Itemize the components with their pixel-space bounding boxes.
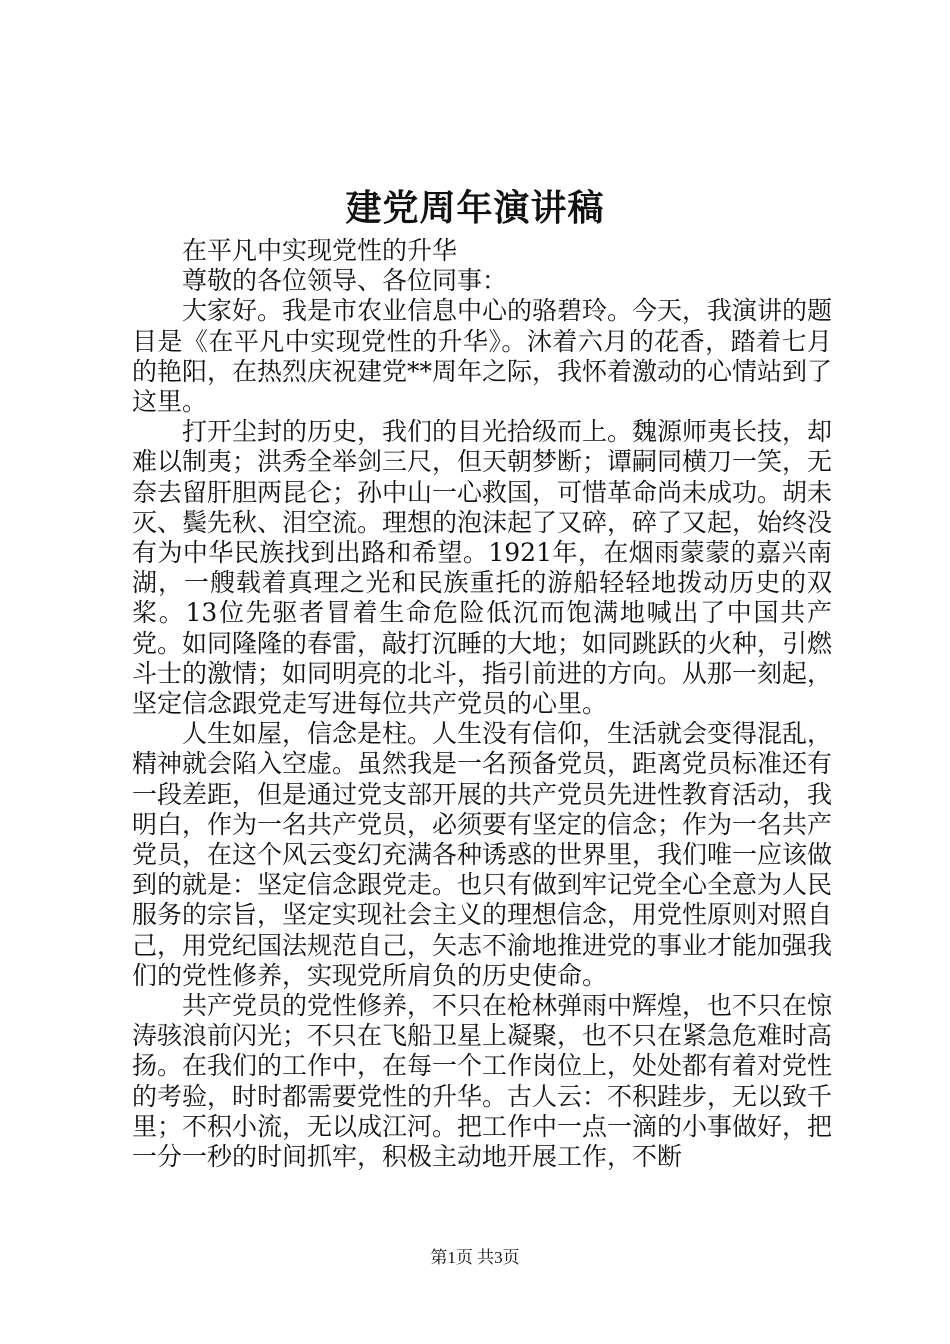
subtitle-paragraph: 在平凡中实现党性的升华 xyxy=(182,236,458,265)
body-paragraph: 打开尘封的历史，我们的目光拾级而上。魏源师夷长技，却难以制夷；洪秀全举剑三尺，但天朝梦断；谭嗣同横刀一笑，无奈去留肝胆两昆仑；孙中山一心救国，可惜革命尚未成功。胡未灭、鬓先秋、泪空流。理想的泡沫起了又碎，碎了又起，始终没有为中华民族找到出路和希望。1921年，在烟雨蒙蒙的嘉兴南湖，一艘载着真理之光和民族重托的游船轻轻地拨动历史的双桨。13位先驱者冒着生命危险低沉而饱满地喊出了中国共产党。如同隆隆的春雷，敲打沉睡的大地；如同跳跃的火种，引燃斗士的激情；如同明亮的北斗，指引前进的方向。从那一刻起，坚定信念跟党走写进每位共产党员的心里。 xyxy=(132,417,833,719)
document-title: 建党周年演讲稿 xyxy=(345,187,605,229)
body-paragraph: 共产党员的党性修养，不只在枪林弹雨中辉煌，也不只在惊涛骇浪前闪光；不只在飞船卫星上凝聚，也不只在紧急危难时高扬。在我们的工作中，在每一个工作岗位上，处处都有着对党性的考验，时时都需要党性的升华。古人云：不积跬步，无以致千里；不积小流，无以成江河。把工作中一点一滴的小事做好，把一分一秒的时间抓牢，积极主动地开展工作，不断 xyxy=(132,991,833,1172)
body-paragraph: 人生如屋，信念是柱。人生没有信仰，生活就会变得混乱，精神就会陷入空虚。虽然我是一名预备党员，距离党员标准还有一段差距，但是通过党支部开展的共产党员先进性教育活动，我明白，作为一名共产党员，必须要有坚定的信念；作为一名共产党员，在这个风云变幻充满各种诱惑的世界里，我们唯一应该做到的就是：坚定信念跟党走。也只有做到牢记党全心全意为人民服务的宗旨，坚定实现社会主义的理想信念，用党性原则对照自己，用党纪国法规范自己，矢志不渝地推进党的事业才能加强我们的党性修养，实现党所肩负的历史使命。 xyxy=(132,719,833,990)
salutation-paragraph: 尊敬的各位领导、各位同事： xyxy=(182,266,508,296)
document-body xyxy=(132,236,832,1172)
body-paragraph: 大家好。我是市农业信息中心的骆碧玲。今天，我演讲的题目是《在平凡中实现党性的升华》。沐着六月的花香，踏着七月的艳阳，在热烈庆祝建党**周年之际，我怀着激动的心情站到了这里。 xyxy=(132,296,833,417)
page-number-footer: 第1页 共3页 xyxy=(430,1248,520,1267)
